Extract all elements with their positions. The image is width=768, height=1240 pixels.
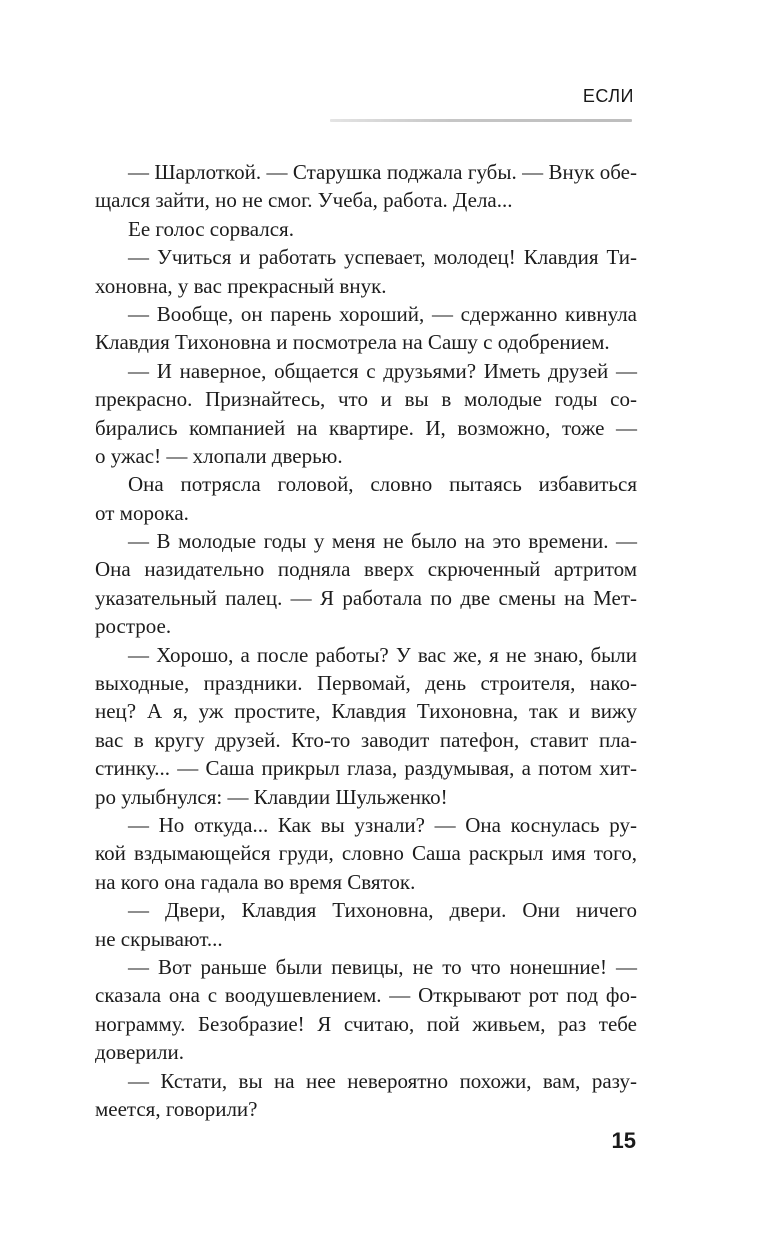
body-text: [95, 158, 637, 1123]
text-line: кой вздымающейся груди, словно Саша раскрыл имя того,: [95, 841, 637, 866]
text-line: о ужас! — хлопали дверью.: [95, 443, 343, 468]
text-line: Она назидательно подняла вверх скрюченный артритом: [95, 557, 637, 582]
text-line: — В молодые годы у меня не было на это времени. —: [128, 529, 637, 554]
text-line: вас в кругу друзей. Кто-то заводит патефон, ставит пла-: [95, 727, 637, 752]
text-line: Ее голос сорвался.: [128, 216, 294, 241]
page-number: 15: [611, 1128, 636, 1153]
text-line: хоновна, у вас прекрасный внук.: [95, 273, 387, 298]
text-line: нец? А я, уж простите, Клавдия Тихоновна, так и вижу: [95, 699, 637, 724]
text-line: — Хорошо, а после работы? У вас же, я не знаю, были: [128, 642, 637, 667]
text-line: сказала она с воодушевлением. — Открывают рот под фо-: [95, 983, 637, 1008]
text-line: — Но откуда... Как вы узнали? — Она коснулась ру-: [128, 812, 637, 837]
text-line: бирались компанией на квартире. И, возможно, тоже —: [95, 415, 637, 440]
text-line: щался зайти, но не смог. Учеба, работа. Дела...: [95, 188, 513, 213]
text-line: ро улыбнулся: — Клавдии Шульженко!: [95, 784, 448, 809]
text-line: прекрасно. Признайтесь, что и вы в молодые годы со-: [95, 387, 637, 412]
text-line: меется, говорили?: [95, 1096, 258, 1121]
text-line: рострое.: [95, 614, 172, 639]
text-line: — Шарлоткой. — Старушка поджала губы. — Внук обе-: [128, 160, 637, 184]
text-line: стинку... — Саша прикрыл глаза, раздумывая, а потом хит-: [95, 756, 637, 781]
text-line: Она потрясла головой, словно пытаясь избавиться: [128, 472, 637, 497]
text-line: на кого она гадала во время Святок.: [95, 869, 416, 894]
text-line: — Двери, Клавдия Тихоновна, двери. Они ничего: [128, 898, 637, 923]
text-line: — Учиться и работать успевает, молодец! Клавдия Ти-: [128, 245, 637, 270]
text-line: от морока.: [95, 500, 189, 525]
running-head-title: ЕСЛИ: [582, 86, 634, 106]
text-line: нограмму. Безобразие! Я считаю, пой живьем, раз тебе: [95, 1011, 637, 1036]
text-line: — Вот раньше были певицы, не то что нонешние! —: [128, 954, 637, 979]
text-line: выходные, праздники. Первомай, день строителя, нако-: [95, 671, 637, 696]
text-line: Клавдия Тихоновна и посмотрела на Сашу с одобрением.: [95, 330, 610, 355]
text-line: указательный палец. — Я работала по две смены на Мет-: [95, 585, 637, 610]
text-line: — И наверное, общается с друзьями? Иметь друзей —: [128, 358, 637, 383]
text-line: не скрывают...: [95, 926, 223, 951]
text-line: — Кстати, вы на нее невероятно похожи, вам, разу-: [128, 1068, 637, 1093]
text-line: доверили.: [95, 1040, 185, 1065]
text-line: — Вообще, он парень хороший, — сдержанно кивнула: [128, 301, 637, 326]
header-rule: [330, 119, 632, 122]
